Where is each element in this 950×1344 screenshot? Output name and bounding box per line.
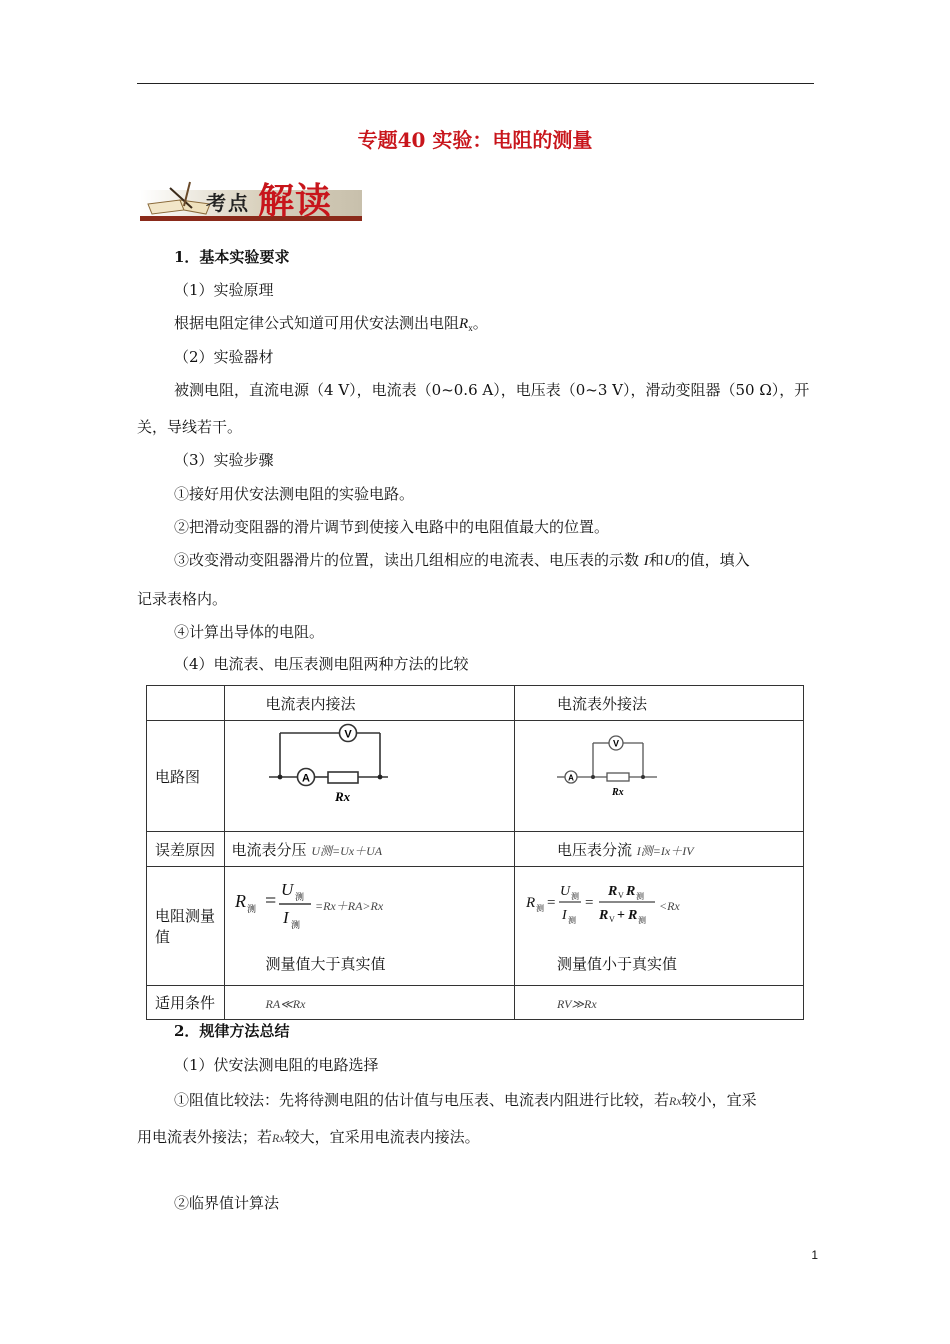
svg-text:R: R: [628, 908, 638, 923]
step-3-line-2: 记录表格内。: [137, 590, 228, 608]
svg-text:测: 测: [638, 916, 646, 925]
row-label-circuit: 电路图: [147, 721, 225, 832]
svg-text:I: I: [282, 908, 289, 927]
svg-text:U: U: [560, 884, 571, 899]
svg-text:R: R: [608, 884, 618, 899]
step-4: ④计算出导体的电阻。: [174, 623, 325, 641]
section-1-heading: 1．基本实验要求: [174, 248, 290, 266]
value-external: [515, 867, 804, 986]
rx-subscript: x: [468, 323, 473, 333]
step-3-and: 和: [648, 551, 664, 569]
step-3-text-a: ③改变滑动变阻器滑片的位置，读出几组相应的电流表、电压表的示数: [174, 551, 640, 569]
table-row: [147, 986, 804, 1020]
error-internal-formula: U测=Ux＋UA: [311, 843, 383, 858]
table-row: [147, 832, 804, 867]
svg-text:R: R: [599, 908, 609, 923]
svg-text:=: =: [585, 895, 594, 911]
svg-text:测: 测: [568, 916, 576, 925]
circuit-internal-diagram: [225, 721, 488, 831]
svg-text:=: =: [264, 890, 276, 912]
method-1-text-end: 较小，宜采: [681, 1091, 757, 1109]
method-1-line-2-b: 较大，宜采用电流表内接法。: [284, 1128, 480, 1146]
ammeter-label-ext: A: [568, 773, 574, 783]
principle-text: [174, 313, 488, 338]
step-1: ①接好用伏安法测电阻的实验电路。: [174, 485, 415, 503]
method-1-line-1: [174, 1090, 757, 1111]
error-internal-text: 电流表分压: [231, 840, 307, 859]
circuit-selection-title: （1）伏安法测电阻的电路选择: [174, 1056, 379, 1074]
svg-text:R: R: [234, 891, 246, 911]
resistor-label-ext: Rx: [612, 787, 624, 798]
condition-internal-text: RA≪Rx: [265, 996, 306, 1011]
voltmeter-label-ext: V: [612, 738, 620, 749]
svg-text:测: 测: [294, 892, 304, 902]
steps-title: （3）实验步骤: [174, 451, 274, 469]
svg-text:R: R: [626, 884, 636, 899]
page-title: 专题40 实验：电阻的测量: [357, 128, 593, 152]
voltmeter-label: V: [343, 728, 352, 741]
condition-internal: [224, 986, 514, 1020]
svg-text:+: +: [617, 908, 625, 923]
error-external-text: 电压表分流: [557, 840, 633, 859]
symbol-u: U: [663, 553, 675, 569]
row-label-condition: 适用条件: [147, 986, 225, 1020]
formula-external-tail: <Rx: [659, 899, 680, 913]
svg-text:V: V: [609, 915, 615, 924]
circuit-external-cell: [515, 721, 804, 832]
rx-symbol: R: [459, 316, 469, 332]
principle-title: （1）实验原理: [174, 281, 274, 299]
row-label-error: 误差原因: [147, 832, 225, 867]
comparison-table: [146, 685, 804, 1020]
svg-text:测: 测: [536, 904, 544, 913]
method-1-line-2: [137, 1127, 480, 1148]
method-2-title: ②临界值计算法: [174, 1194, 280, 1212]
svg-text:测: 测: [571, 892, 579, 901]
method-1-line-2-a: 用电流表外接法；若: [137, 1128, 273, 1146]
step-3-text-b: 的值，填入: [674, 551, 750, 569]
error-external-formula: I测=Ix＋IV: [636, 843, 694, 858]
table-row: [147, 686, 804, 721]
svg-text:测: 测: [246, 904, 256, 914]
equipment-line-2: 关，导线若干。: [137, 418, 243, 436]
equipment-title: （2）实验器材: [174, 348, 274, 366]
svg-text:V: V: [618, 891, 624, 900]
resistor-label: Rx: [334, 789, 350, 804]
error-internal: [224, 832, 514, 867]
method-1-rx-2: Rx: [272, 1131, 285, 1145]
step-2: ②把滑动变阻器的滑片调节到使接入电路中的电阻值最大的位置。: [174, 518, 610, 536]
header-rule: [137, 83, 814, 84]
formula-internal: [225, 867, 488, 937]
header-internal-connection: 电流表内接法: [224, 686, 514, 721]
method-1-text: ①阻值比较法：先将待测电阻的估计值与电压表、电流表内阻进行比较，若: [174, 1091, 670, 1109]
value-internal: [224, 867, 514, 986]
ammeter-label: A: [301, 772, 310, 785]
header-external-connection: 电流表外接法: [515, 686, 804, 721]
principle-text-main: 根据电阻定律公式知道可用伏安法测出电阻: [174, 314, 460, 332]
equipment-line-1: 被测电阻，直流电源（4 V），电流表（0~0.6 A），电压表（0~3 V），滑动变阻器（50 Ω），开: [174, 381, 810, 399]
svg-text:R: R: [526, 895, 536, 911]
row-label-value: 电阻测量值: [147, 867, 225, 986]
condition-external: [515, 986, 804, 1020]
banner-text-kaodian: 考点: [206, 191, 250, 215]
svg-text:测: 测: [290, 920, 300, 930]
svg-text:=: =: [547, 895, 556, 911]
formula-internal-tail: =Rx＋RA>Rx: [314, 899, 383, 913]
symbol-i: I: [643, 553, 649, 569]
svg-text:测: 测: [636, 892, 644, 901]
comparison-title: （4）电流表、电压表测电阻两种方法的比较: [174, 655, 469, 673]
svg-text:U: U: [280, 880, 293, 899]
table-row: [147, 721, 804, 832]
circuit-external-diagram: [515, 721, 803, 831]
kaodian-jiedu-banner: [140, 170, 362, 226]
method-1-rx: Rx: [669, 1094, 682, 1108]
banner-text-jiedu: 解读: [258, 180, 333, 222]
value-internal-note: 测量值大于真实值: [265, 955, 386, 973]
svg-text:I: I: [562, 908, 567, 923]
table-row: [147, 867, 804, 986]
value-external-note: 测量值小于真实值: [557, 955, 678, 973]
section-2-heading: 2．规律方法总结: [174, 1022, 290, 1040]
table-header-empty: [147, 686, 225, 721]
page-number: 1: [811, 1248, 818, 1262]
circuit-internal-cell: [224, 721, 514, 832]
principle-text-end: 。: [472, 314, 488, 332]
step-3: [174, 550, 750, 571]
formula-external: [515, 867, 803, 937]
condition-external-text: RV≫Rx: [557, 996, 597, 1011]
error-external: [515, 832, 804, 867]
